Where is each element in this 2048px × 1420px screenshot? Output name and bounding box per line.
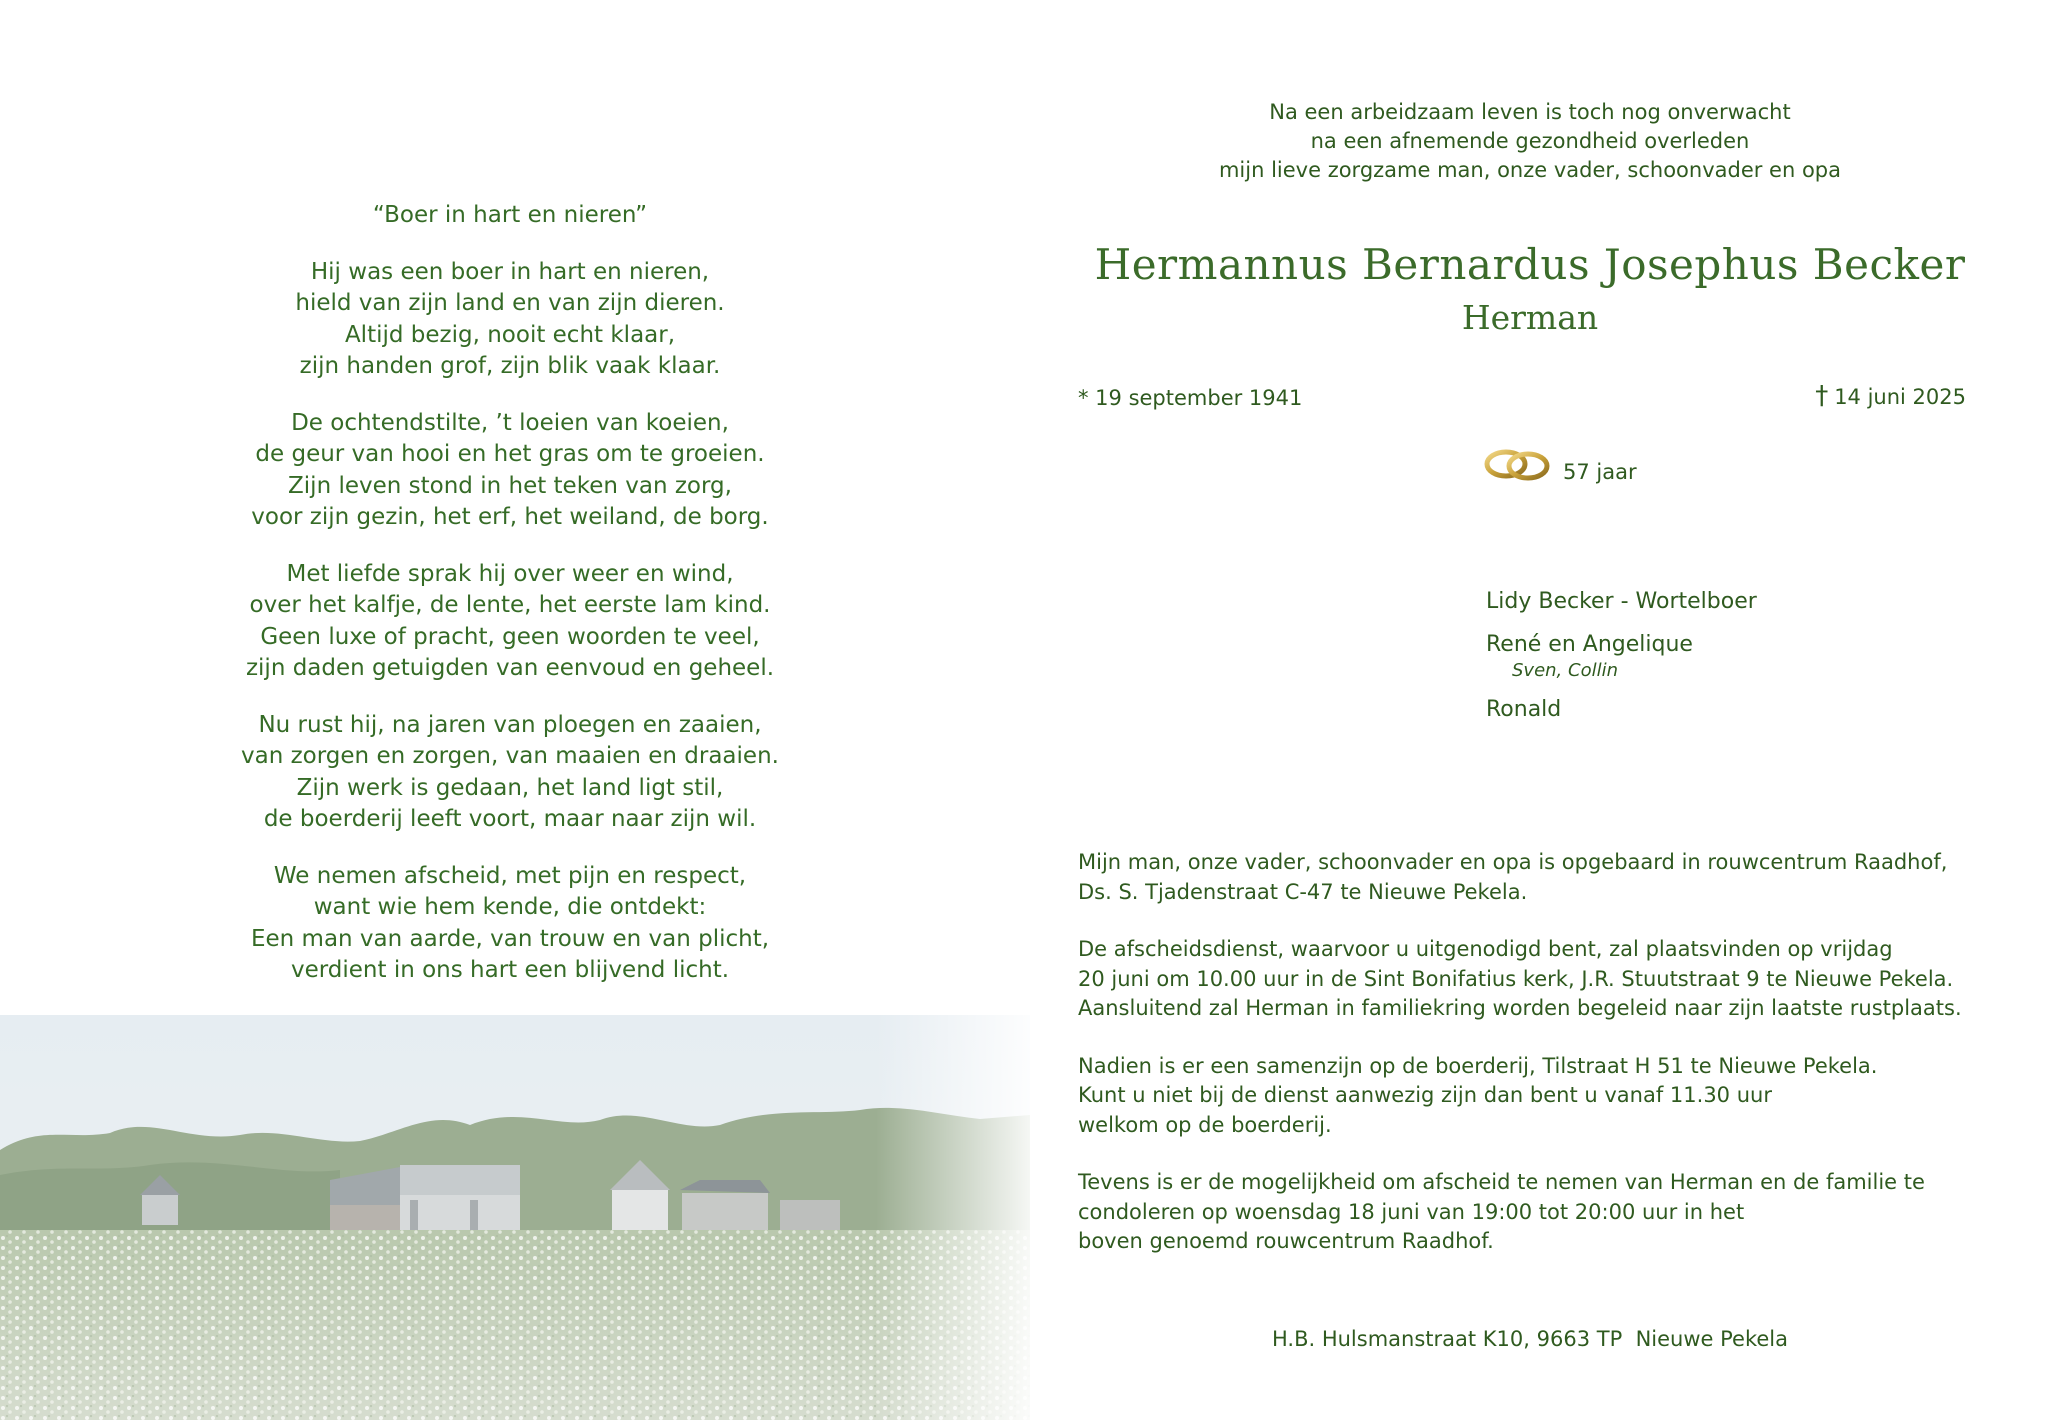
intro-line: na een afnemende gezondheid overleden: [1310, 129, 1750, 153]
family-list: [1486, 587, 1757, 725]
family-child: René en Angelique: [1486, 632, 1693, 657]
poem-line: Zijn werk is gedaan, het land ligt stil,: [296, 774, 724, 801]
info-line: welkom op de boerderij.: [1078, 1112, 1332, 1137]
service-information: [1078, 848, 1978, 1285]
poem-line: Geen luxe of pracht, geen woorden te veel,: [260, 623, 760, 650]
info-line: Mijn man, onze vader, schoonvader en opa is opgebaard in rouwcentrum Raadhof,: [1078, 850, 1948, 874]
poem-line: Een man van aarde, van trouw en van plicht,: [250, 925, 770, 952]
poem-line: De ochtendstilte, ’t loeien van koeien,: [291, 409, 729, 436]
info-paragraph: [1078, 1168, 1978, 1257]
death-date: 14 juni 2025: [1834, 385, 1966, 409]
info-line: Nadien is er een samenzijn op de boerderij, Tilstraat H 51 te Nieuwe Pekela.: [1078, 1053, 1878, 1078]
marriage-years: 57 jaar: [1563, 460, 1637, 484]
intro-line: mijn lieve zorgzame man, onze vader, schoonvader en opa: [1218, 158, 1842, 182]
poem-line: van zorgen en zorgen, van maaien en draaien.: [241, 743, 779, 769]
info-line: condoleren op woensdag 18 juni van 19:00 tot 20:00 uur in het: [1078, 1199, 1745, 1224]
deceased-full-name: Hermannus Bernardus Josephus Becker: [1094, 240, 1966, 289]
poem-line: Met liefde sprak hij over weer en wind,: [286, 560, 734, 587]
poem-stanza: [190, 408, 830, 534]
info-paragraph: [1078, 1052, 1978, 1141]
family-child: Ronald: [1486, 697, 1562, 722]
poem-title: “Boer in hart en nieren”: [372, 202, 648, 228]
birth-date: * 19 september 1941: [1078, 386, 1303, 410]
poem-line: Zijn leven stond in het teken van zorg,: [288, 472, 732, 499]
poem-line: voor zijn gezin, het erf, het weiland, de borg.: [251, 504, 769, 530]
farm-landscape-photo: [0, 1015, 1030, 1420]
poem-stanza: [190, 559, 830, 685]
poem-line: hield van zijn land en van zijn dieren.: [295, 290, 725, 316]
poem-line: zijn daden getuigden van eenvoud en geheel.: [245, 655, 775, 681]
cross-icon: †: [1815, 381, 1829, 411]
family-spouse: Lidy Becker - Wortelboer: [1486, 589, 1757, 614]
poem-line: over het kalfje, de lente, het eerste lam kind.: [249, 592, 771, 618]
info-line: boven genoemd rouwcentrum Raadhof.: [1078, 1229, 1494, 1253]
poem-line: Hij was een boer in hart en nieren,: [310, 258, 710, 285]
deceased-nickname: Herman: [1461, 298, 1599, 337]
info-line: Aansluitend zal Herman in familiekring worden begeleid naar zijn laatste rustplaats.: [1078, 996, 1962, 1020]
intro-line: Na een arbeidzaam leven is toch nog onverwacht: [1269, 100, 1791, 124]
poem-line: We nemen afscheid, met pijn en respect,: [273, 862, 747, 889]
poem-stanza: [190, 861, 830, 987]
death-date-row: [1815, 381, 1966, 411]
info-line: 20 juni om 10.00 uur in de Sint Bonifatius kerk, J.R. Stuutstraat 9 te Nieuwe Pekela.: [1078, 966, 1954, 991]
poem-stanza: [190, 257, 830, 383]
poem-line: want wie hem kende, die ontdekt:: [313, 894, 707, 920]
intro-text: [1180, 98, 1880, 185]
poem-line: zijn handen grof, zijn blik vaak klaar.: [299, 353, 721, 379]
poem-line: Nu rust hij, na jaren van ploegen en zaaien,: [258, 711, 762, 738]
info-paragraph: [1078, 848, 1978, 907]
info-line: De afscheidsdienst, waarvoor u uitgenodigd bent, zal plaatsvinden op vrijdag: [1078, 937, 1893, 961]
poem-line: de geur van hooi en het gras om te groeien.: [255, 441, 765, 467]
poem-line: de boerderij leeft voort, maar naar zijn wil.: [263, 806, 757, 832]
wedding-rings-icon: [1482, 444, 1552, 488]
poem-line: Altijd bezig, nooit echt klaar,: [344, 321, 676, 348]
poem-stanza: [190, 710, 830, 836]
poem-line: verdient in ons hart een blijvend licht.: [290, 957, 730, 983]
family-grandchildren: Sven, Collin: [1512, 660, 1618, 681]
info-paragraph: [1078, 935, 1978, 1024]
info-line: Kunt u niet bij de dienst aanwezig zijn dan bent u vanaf 11.30 uur: [1078, 1083, 1772, 1107]
info-line: Ds. S. Tjadenstraat C-47 te Nieuwe Pekela.: [1078, 879, 1528, 904]
poem: [190, 200, 830, 1012]
family-address: H.B. Hulsmanstraat K10, 9663 TP Nieuwe Pekela: [1271, 1327, 1789, 1351]
info-line: Tevens is er de mogelijkheid om afscheid te nemen van Herman en de familie te: [1078, 1170, 1925, 1194]
